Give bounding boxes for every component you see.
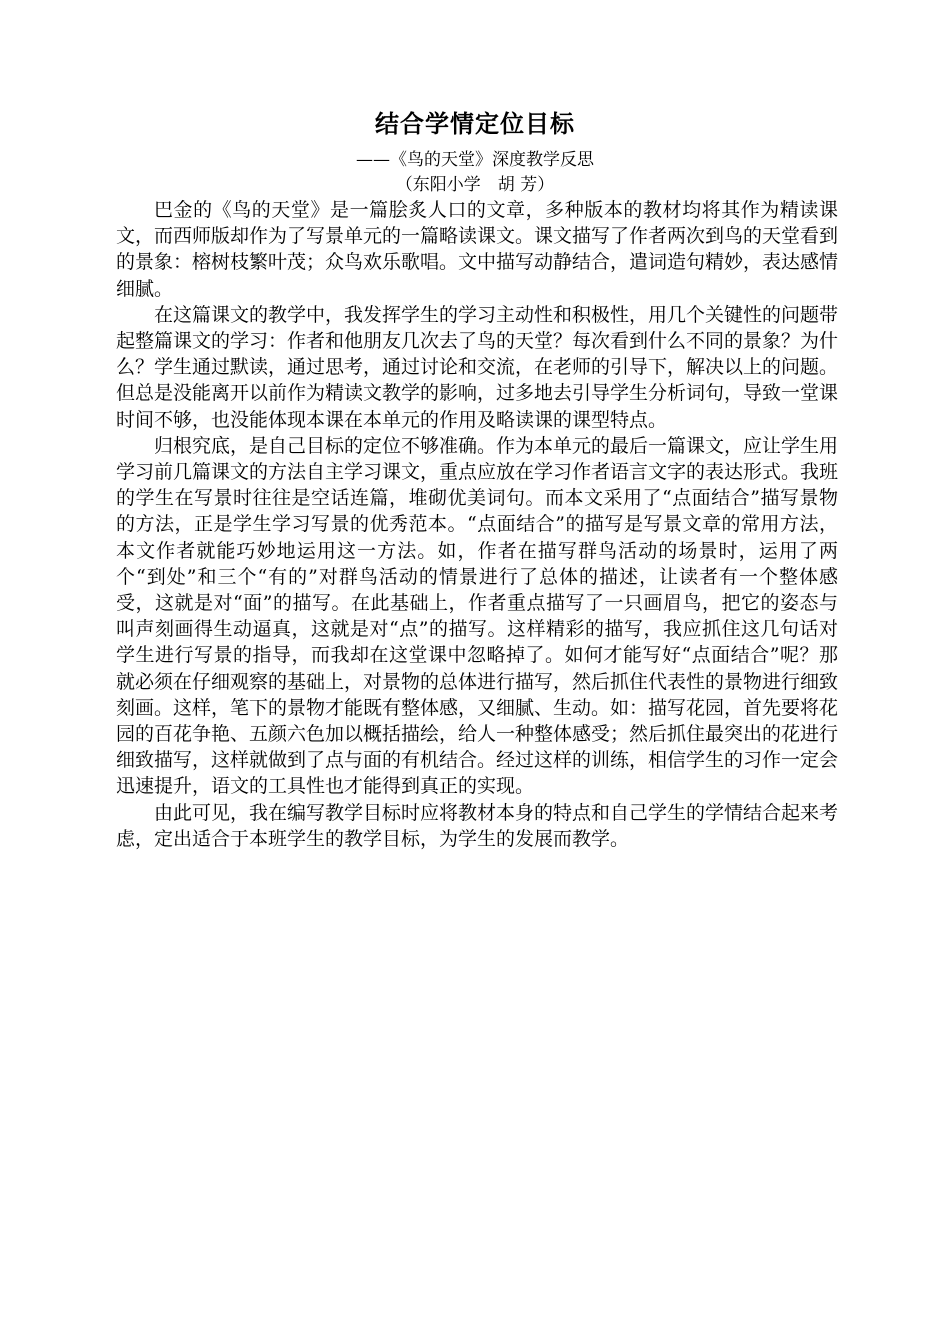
author-line: （东阳小学 胡 芳） — [395, 175, 555, 195]
paragraph-1: 巴金的《鸟的天堂》是一篇脍炙人口的文章，多种版本的教材均将其作为精读课文，而西师版却作为了写景单元的一篇略读课文。课文描写了作者两次到鸟的天堂看到的景象：榕树枝繁叶茂；众鸟欢乐歌唱。文中描写动静结合，遣词造句精妙，表达感情细腻。 — [116, 199, 839, 300]
article-body — [116, 197, 838, 852]
document-subtitle: ——《鸟的天堂》深度教学反思 — [356, 150, 594, 170]
document-title: 结合学情定位目标 — [375, 109, 575, 138]
paragraph-3: 归根究底，是自己目标的定位不够准确。作为本单元的最后一篇课文，应让学生用学习前几篇课文的方法自主学习课文，重点应放在学习作者语言文字的表达形式。我班的学生在写景时往往是空话连篇，堆砌优美词句。而本文采用了“点面结合”描写景物的方法，正是学生学习写景的优秀范本。“点面结合”的描写是写景文章的常用方法，本文作者就能巧妙地运用这一方法。如，作者在描写群鸟活动的场景时，运用了两个“到处”和三个“有的”对群鸟活动的情景进行了总体的描述，让读者有一个整体感受，这就是对“面”的描写。在此基础上，作者重点描写了一只画眉鸟，把它的姿态与叫声刻画得生动逼真，这就是对“点”的描写。这样精彩的描写，我应抓住这几句话对学生进行写景的指导，而我却在这堂课中忽略掉了。如何才能写好“点面结合”呢？那就必须在仔细观察的基础上，对景物的总体进行描写，然后抓住代表性的景物进行细致刻画。这样，笔下的景物才能既有整体感，又细腻、生动。如：描写花园，首先要将花园的百花争艳、五颜六色加以概括描绘，给人一种整体感受；然后抓住最突出的花进行细致描写，这样就做到了点与面的有机结合。经过这样的训练，相信学生的习作一定会迅速提升，语文的工具性也才能得到真正的实现。 — [116, 434, 839, 798]
paragraph-2: 在这篇课文的教学中，我发挥学生的学习主动性和积极性，用几个关键性的问题带起整篇课文的学习：作者和他朋友几次去了鸟的天堂？每次看到什么不同的景象？为什么？学生通过默读，通过思考，通过讨论和交流，在老师的引导下，解决以上的问题。但总是没能离开以前作为精读文教学的影响，过多地去引导学生分析词句，导致一堂课时间不够，也没能体现本课在本单元的作用及略读课的课型特点。 — [116, 303, 839, 431]
paragraph-4: 由此可见，我在编写教学目标时应将教材本身的特点和自己学生的学情结合起来考虑，定出适合于本班学生的教学目标，为学生的发展而教学。 — [116, 801, 839, 850]
